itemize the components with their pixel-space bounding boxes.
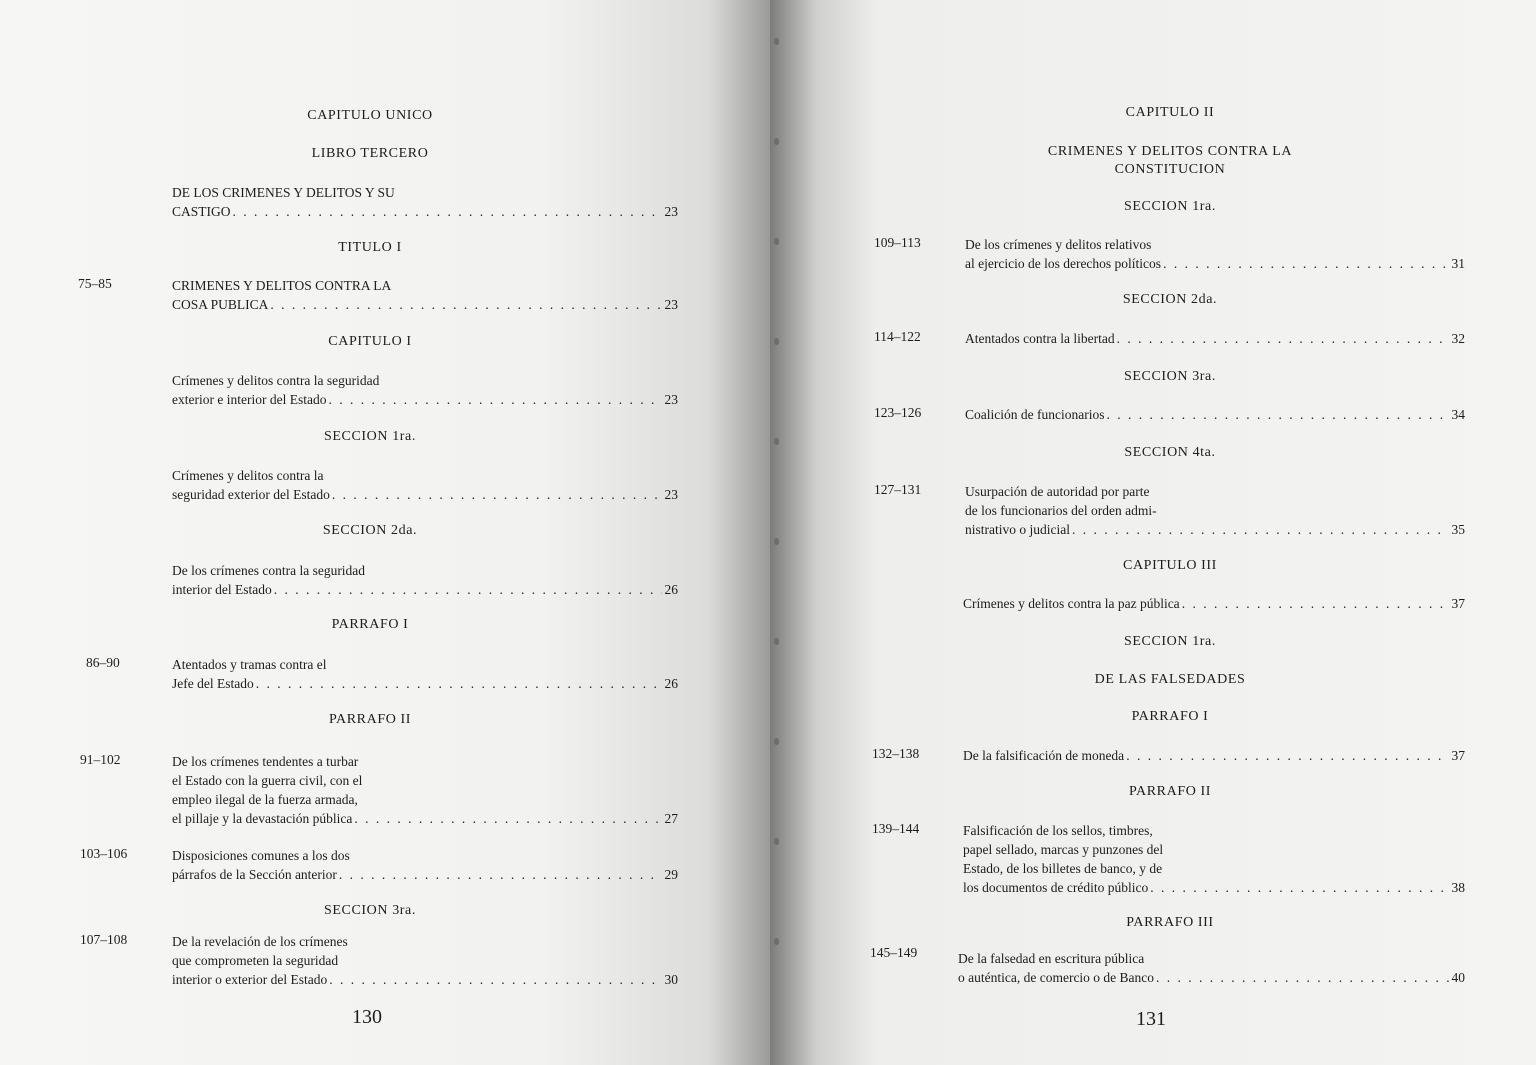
entry-text: interior o exterior del Estado (172, 972, 328, 987)
heading: SECCION 1ra. (1124, 634, 1216, 649)
entry-text: Disposiciones comunes a los dos (172, 848, 350, 863)
heading: CRIMENES Y DELITOS CONTRA LA (1047, 144, 1293, 159)
heading: PARRAFO II (1128, 784, 1212, 799)
entry-text: Coalición de funcionarios (965, 407, 1105, 422)
toc-entry (965, 235, 1465, 273)
entry-page: 23 (664, 392, 678, 407)
page-number: 131 (1136, 1008, 1166, 1030)
entry-text: De la falsedad en escritura pública (958, 951, 1145, 966)
entry-text: o auténtica, de comercio o de Banco (958, 970, 1155, 985)
article-range: 103–106 (80, 846, 128, 861)
entry-text: Atentados y tramas contra el (172, 657, 327, 672)
entry-text: Crímenes y delitos contra la seguridad (172, 373, 380, 388)
heading: SECCION 4ta. (1124, 445, 1216, 460)
toc-entry (965, 405, 1465, 424)
entry-page: 37 (1451, 596, 1465, 611)
right-page (770, 0, 1536, 1065)
entry-page: 31 (1451, 256, 1465, 271)
entry-text: De la revelación de los crímenes que comprometen la seguridad (172, 934, 348, 968)
entry-text: COSA PUBLICA (172, 297, 269, 312)
entry-page: 26 (664, 582, 678, 597)
toc-entry (963, 746, 1465, 765)
article-range: 123–126 (874, 405, 922, 420)
entry-page: 26 (664, 676, 678, 691)
article-range: 109–113 (874, 235, 921, 250)
entry-text: al ejercicio de los derechos políticos (965, 256, 1162, 271)
binding-hole (774, 238, 779, 245)
toc-entry (172, 183, 678, 221)
article-range: 91–102 (80, 752, 121, 767)
article-range: 107–108 (80, 932, 128, 947)
binding-hole (774, 338, 779, 345)
entry-text: nistrativo o judicial (965, 522, 1070, 537)
toc-entry (965, 482, 1465, 539)
entry-text: seguridad exterior del Estado (172, 487, 330, 502)
heading: SECCION 1ra. (1124, 199, 1216, 214)
binding-hole (774, 638, 779, 645)
toc-entry (172, 932, 678, 989)
heading: CAPITULO II (1125, 105, 1215, 120)
page-number: 130 (352, 1006, 382, 1028)
entry-text: Crímenes y delitos contra la paz pública (963, 596, 1180, 611)
article-range: 127–131 (874, 482, 922, 497)
binding-hole (774, 938, 779, 945)
entry-text: párrafos de la Sección anterior (172, 867, 337, 882)
entry-page: 29 (664, 867, 678, 882)
article-range: 86–90 (86, 655, 120, 670)
heading: CAPITULO III (1123, 558, 1217, 573)
show-through-text (80, 96, 680, 152)
article-range: 139–144 (872, 821, 920, 836)
entry-text: De los crímenes y delitos relativos (965, 237, 1152, 252)
toc-entry (172, 752, 678, 828)
toc-entry (172, 846, 678, 884)
binding-hole (774, 738, 779, 745)
entry-text: el pillaje y la devastación pública (172, 811, 353, 826)
entry-text: De los crímenes contra la seguridad (172, 563, 366, 578)
heading: CAPITULO I (328, 334, 412, 349)
entry-text: exterior e interior del Estado (172, 392, 327, 407)
heading: SECCION 2da. (1122, 292, 1218, 307)
entry-page: 23 (664, 204, 678, 219)
entry-text: Usurpación de autoridad por parte de los funcionarios del orden admi- (965, 484, 1157, 518)
entry-page: 40 (1451, 970, 1465, 985)
entry-text: Falsificación de los sellos, timbres, papel sellado, marcas y punzones del Estado, de los billetes de banco, y de (963, 823, 1164, 876)
article-range: 75–85 (78, 276, 112, 291)
toc-entry (958, 949, 1465, 987)
heading: TITULO I (338, 240, 402, 255)
entry-page: 35 (1451, 522, 1465, 537)
entry-text: DE LOS CRIMENES Y DELITOS Y SU (172, 185, 395, 200)
entry-text: CRIMENES Y DELITOS CONTRA LA (172, 278, 392, 293)
heading: PARRAFO II (328, 712, 412, 727)
entry-text: Crímenes y delitos contra la (172, 468, 324, 483)
binding-hole (774, 438, 779, 445)
toc-entry (172, 371, 678, 409)
toc-entry (963, 594, 1465, 613)
entry-text: CASTIGO (172, 204, 231, 219)
entry-text: Jefe del Estado (172, 676, 254, 691)
heading: LIBRO TERCERO (311, 146, 429, 161)
toc-entry (172, 655, 678, 693)
heading: SECCION 3ra. (324, 903, 416, 918)
toc-entry (172, 466, 678, 504)
heading: DE LAS FALSEDADES (1094, 672, 1246, 687)
entry-text: De la falsificación de moneda (963, 748, 1125, 763)
entry-page: 27 (664, 811, 678, 826)
article-range: 132–138 (872, 746, 920, 761)
heading: SECCION 2da. (322, 523, 418, 538)
heading: SECCION 1ra. (324, 429, 416, 444)
binding-hole (774, 838, 779, 845)
entry-page: 34 (1451, 407, 1465, 422)
toc-entry (172, 561, 678, 599)
toc-entry (965, 329, 1465, 348)
entry-page: 38 (1451, 880, 1465, 895)
entry-page: 23 (664, 297, 678, 312)
heading: SECCION 3ra. (1124, 369, 1216, 384)
entry-page: 23 (664, 487, 678, 502)
entry-page: 32 (1451, 331, 1465, 346)
binding-hole (774, 538, 779, 545)
entry-page: 37 (1451, 748, 1465, 763)
heading: CAPITULO UNICO (307, 108, 433, 123)
binding-hole (774, 38, 779, 45)
article-range: 145–149 (870, 945, 918, 960)
heading: PARRAFO I (331, 617, 409, 632)
heading: CONSTITUCION (1114, 162, 1226, 177)
entry-text: interior del Estado (172, 582, 272, 597)
toc-entry (172, 276, 678, 314)
entry-page: 30 (664, 972, 678, 987)
toc-entry (963, 821, 1465, 897)
entry-text: los documentos de crédito público (963, 880, 1149, 895)
heading: PARRAFO I (1131, 709, 1209, 724)
entry-text: De los crímenes tendentes a turbar el Estado con la guerra civil, con el empleo ilegal de la fuerza armada, (172, 754, 363, 807)
heading: PARRAFO III (1126, 915, 1214, 930)
article-range: 114–122 (874, 329, 921, 344)
binding-hole (774, 138, 779, 145)
entry-text: Atentados contra la libertad (965, 331, 1115, 346)
